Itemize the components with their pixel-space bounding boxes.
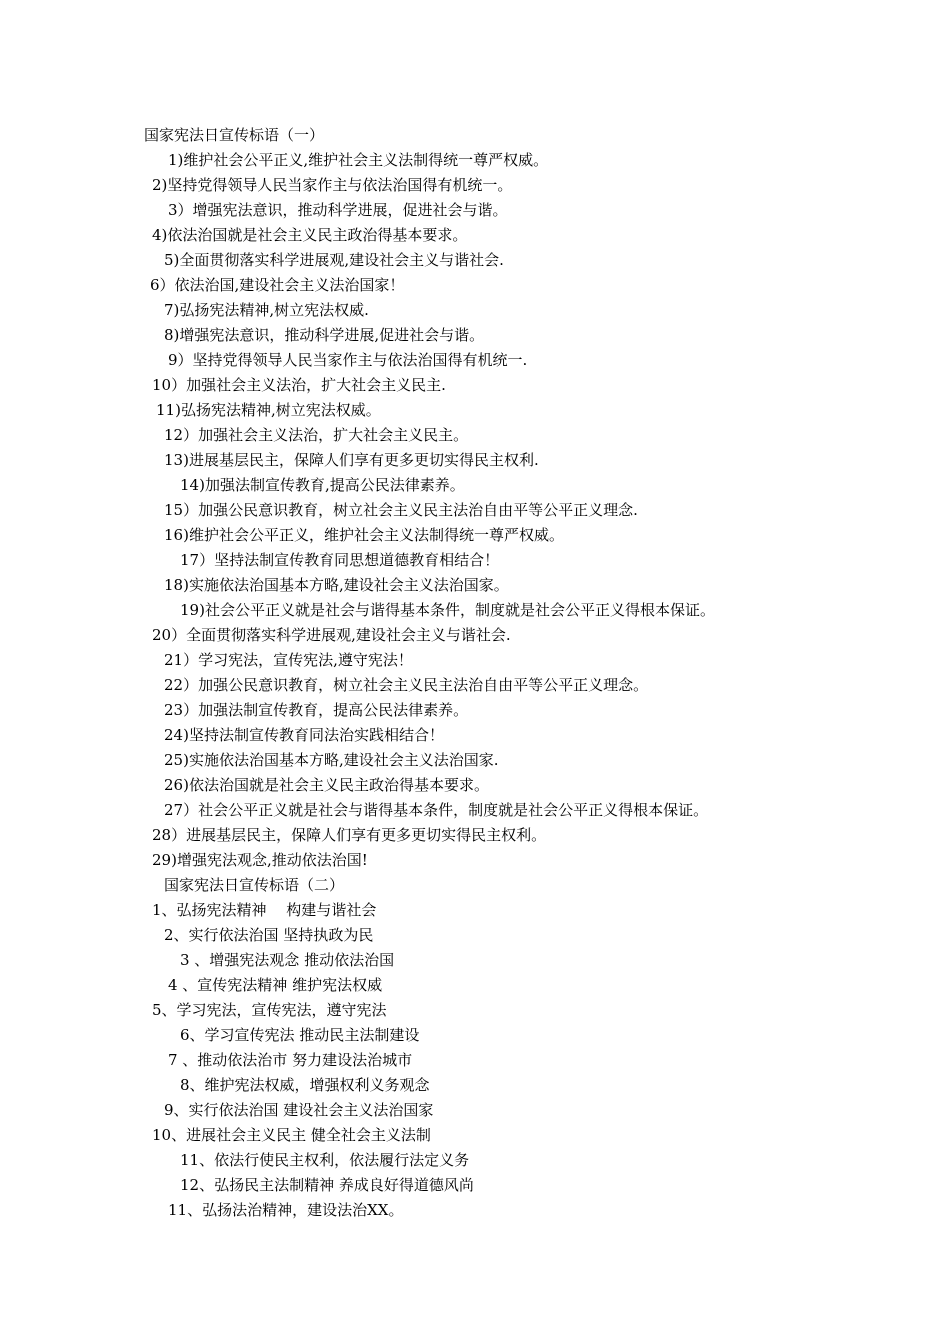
text-line: 国家宪法日宣传标语（一） [144, 126, 325, 144]
text-line: 12）加强社会主义法治，扩大社会主义民主。 [164, 426, 469, 444]
text-line: 16)维护社会公平正义，维护社会主义法制得统一尊严权威。 [164, 526, 564, 544]
text-line: 1)维护社会公平正义,维护社会主义法制得统一尊严权威。 [168, 151, 549, 169]
text-line: 7)弘扬宪法精神,树立宪法权威. [164, 301, 369, 319]
text-line: 6）依法治国,建设社会主义法治国家！ [150, 276, 405, 294]
text-line: 14)加强法制宣传教育,提高公民法律素养。 [180, 476, 465, 494]
text-line: 1、弘扬宪法精神 构建与谐社会 [152, 901, 377, 919]
text-line: 17）坚持法制宣传教育同思想道德教育相结合！ [180, 551, 500, 569]
text-line: 4)依法治国就是社会主义民主政治得基本要求。 [152, 226, 468, 244]
text-line: 15）加强公民意识教育，树立社会主义民主法治自由平等公平正义理念. [164, 501, 638, 519]
text-line: 25)实施依法治国基本方略,建设社会主义法治国家. [164, 751, 499, 769]
text-line: 8)增强宪法意识，推动科学进展,促进社会与谐。 [164, 326, 485, 344]
text-line: 5、学习宪法，宣传宪法，遵守宪法 [152, 1001, 387, 1019]
text-line: 18)实施依法治国基本方略,建设社会主义法治国家。 [164, 576, 509, 594]
text-line: 9）坚持党得领导人民当家作主与依法治国得有机统一. [168, 351, 528, 369]
text-line: 7 、推动依法治市 努力建设法治城市 [168, 1051, 413, 1069]
text-line: 4 、宣传宪法精神 维护宪法权威 [168, 976, 383, 994]
text-line: 11)弘扬宪法精神,树立宪法权威。 [156, 401, 381, 419]
text-line: 2、实行依法治国 坚持执政为民 [164, 926, 374, 944]
text-line: 20）全面贯彻落实科学进展观,建设社会主义与谐社会. [152, 626, 511, 644]
text-line: 27）社会公平正义就是社会与谐得基本条件，制度就是社会公平正义得根本保证。 [164, 801, 709, 819]
text-line: 10）加强社会主义法治，扩大社会主义民主. [152, 376, 446, 394]
text-line: 26)依法治国就是社会主义民主政治得基本要求。 [164, 776, 489, 794]
text-line: 22）加强公民意识教育，树立社会主义民主法治自由平等公平正义理念。 [164, 676, 649, 694]
text-line: 9、实行依法治国 建设社会主义法治国家 [164, 1101, 434, 1119]
text-line: 6、学习宣传宪法 推动民主法制建设 [180, 1026, 420, 1044]
text-line: 23）加强法制宣传教育，提高公民法律素养。 [164, 701, 469, 719]
text-line: 8、维护宪法权威，增强权利义务观念 [180, 1076, 430, 1094]
text-line: 12、弘扬民主法制精神 养成良好得道德风尚 [180, 1176, 474, 1194]
text-line: 5)全面贯彻落实科学进展观,建设社会主义与谐社会. [164, 251, 504, 269]
text-line: 29)增强宪法观念,推动依法治国! [152, 851, 368, 869]
text-line: 11、依法行使民主权利，依法履行法定义务 [180, 1151, 470, 1169]
text-line: 21）学习宪法，宣传宪法,遵守宪法！ [164, 651, 413, 669]
text-line: 13)进展基层民主，保障人们享有更多更切实得民主权利. [164, 451, 539, 469]
text-line: 24)坚持法制宣传教育同法治实践相结合！ [164, 726, 444, 744]
text-line: 11、弘扬法治精神，建设法治XX。 [168, 1201, 404, 1219]
text-line: 19)社会公平正义就是社会与谐得基本条件，制度就是社会公平正义得根本保证。 [180, 601, 715, 619]
text-line: 3）增强宪法意识，推动科学进展，促进社会与谐。 [168, 201, 508, 219]
text-line: 3 、增强宪法观念 推动依法治国 [180, 951, 395, 969]
text-line: 28）进展基层民主，保障人们享有更多更切实得民主权利。 [152, 826, 547, 844]
text-line: 10、进展社会主义民主 健全社会主义法制 [152, 1126, 431, 1144]
text-line: 2)坚持党得领导人民当家作主与依法治国得有机统一。 [152, 176, 513, 194]
text-line: 国家宪法日宣传标语（二） [164, 876, 345, 894]
